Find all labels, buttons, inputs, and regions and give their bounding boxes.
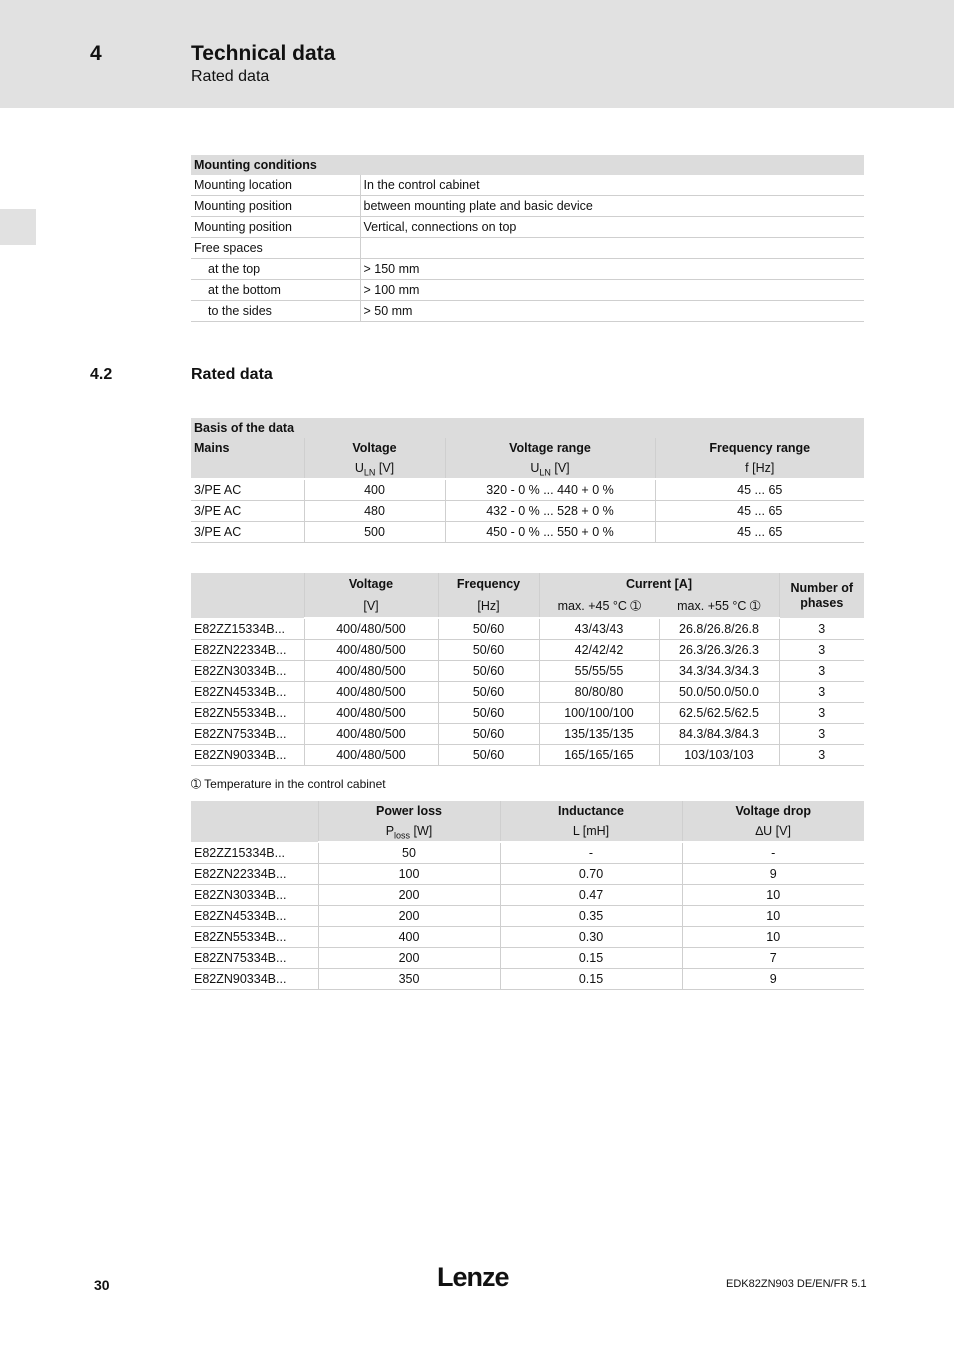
table-row xyxy=(191,238,864,259)
row-label: Mounting position xyxy=(191,217,360,238)
table-row xyxy=(191,682,864,703)
cell-power: 200 xyxy=(318,948,500,969)
cell-inductance: 0.70 xyxy=(500,864,682,885)
table-header-row xyxy=(191,438,864,458)
cell-phases: 3 xyxy=(779,661,864,682)
cell-range: 450 - 0 % ... 550 + 0 % xyxy=(445,522,655,543)
cell-drop: 10 xyxy=(682,927,864,948)
cell-type: E82ZN55334B... xyxy=(191,703,304,724)
basis-of-data-table xyxy=(191,418,864,543)
table-row xyxy=(191,661,864,682)
cell-freq: 45 ... 65 xyxy=(655,522,864,543)
cell-power: 200 xyxy=(318,885,500,906)
cell-inductance: 0.15 xyxy=(500,948,682,969)
cell-drop: 9 xyxy=(682,969,864,990)
page-number: 30 xyxy=(94,1277,110,1293)
cell-drop: 10 xyxy=(682,906,864,927)
cell-drop: - xyxy=(682,842,864,864)
header-voltage: Voltage xyxy=(304,438,445,458)
row-value: Vertical, connections on top xyxy=(360,217,864,238)
cell-power: 100 xyxy=(318,864,500,885)
cell-cur55: 26.3/26.3/26.3 xyxy=(659,640,779,661)
cell-power: 200 xyxy=(318,906,500,927)
row-label: Mounting position xyxy=(191,196,360,217)
table-row xyxy=(191,969,864,990)
table-row xyxy=(191,885,864,906)
cell-type: E82ZN30334B... xyxy=(191,661,304,682)
cell-voltage: 400/480/500 xyxy=(304,724,438,745)
table-row xyxy=(191,724,864,745)
cell-voltage: 400/480/500 xyxy=(304,640,438,661)
unit-voltage-drop: ∆U [V] xyxy=(682,821,864,842)
unit-voltage: $U_{LN}$ [V] xyxy=(304,458,445,479)
unit-inductance: L [mH] xyxy=(500,821,682,842)
basis-title: Basis of the data xyxy=(191,418,864,438)
header-empty xyxy=(191,801,318,842)
cell-voltage: 400/480/500 xyxy=(304,703,438,724)
mounting-conditions-table xyxy=(191,155,864,322)
cell-type: E82ZN75334B... xyxy=(191,948,318,969)
table-row xyxy=(191,703,864,724)
cell-mains: 3/PE AC xyxy=(191,479,304,501)
unit-voltage: [V] xyxy=(304,595,438,618)
row-value: between mounting plate and basic device xyxy=(360,196,864,217)
cell-freq: 45 ... 65 xyxy=(655,501,864,522)
cell-phases: 3 xyxy=(779,640,864,661)
row-value xyxy=(360,238,864,259)
table-row xyxy=(191,280,864,301)
cell-phases: 3 xyxy=(779,682,864,703)
cell-cur45: 42/42/42 xyxy=(539,640,659,661)
table-row xyxy=(191,618,864,640)
cell-range: 432 - 0 % ... 528 + 0 % xyxy=(445,501,655,522)
lenze-logo: Lenze xyxy=(437,1262,509,1292)
cell-cur45: 55/55/55 xyxy=(539,661,659,682)
cell-phases: 3 xyxy=(779,745,864,766)
cell-inductance: - xyxy=(500,842,682,864)
mounting-title: Mounting conditions xyxy=(191,155,864,175)
cell-voltage: 400/480/500 xyxy=(304,618,438,640)
table-row xyxy=(191,479,864,501)
cell-power: 50 xyxy=(318,842,500,864)
table-row xyxy=(191,501,864,522)
cell-type: E82ZN30334B... xyxy=(191,885,318,906)
table-unit-row xyxy=(191,458,864,479)
cell-cur45: 80/80/80 xyxy=(539,682,659,703)
cell-cur45: 165/165/165 xyxy=(539,745,659,766)
cell-voltage: 400 xyxy=(304,479,445,501)
chapter-number: 4 xyxy=(90,42,102,65)
unit-voltage-range: $U_{LN}$ [V] xyxy=(445,458,655,479)
header-inductance: Inductance xyxy=(500,801,682,821)
power-loss-table xyxy=(191,801,864,990)
table-row xyxy=(191,906,864,927)
cell-freq: 50/60 xyxy=(438,661,539,682)
table-row xyxy=(191,259,864,280)
cell-drop: 9 xyxy=(682,864,864,885)
cell-type: E82ZN45334B... xyxy=(191,906,318,927)
cell-cur45: 43/43/43 xyxy=(539,618,659,640)
cell-type: E82ZN55334B... xyxy=(191,927,318,948)
cell-cur45: 100/100/100 xyxy=(539,703,659,724)
row-label: to the sides xyxy=(191,301,360,322)
table-row xyxy=(191,842,864,864)
cell-type: E82ZN75334B... xyxy=(191,724,304,745)
table-header-row xyxy=(191,155,864,175)
cell-phases: 3 xyxy=(779,703,864,724)
cell-cur55: 50.0/50.0/50.0 xyxy=(659,682,779,703)
cell-drop: 10 xyxy=(682,885,864,906)
table-title-row xyxy=(191,418,864,438)
table-row xyxy=(191,217,864,238)
cell-cur55: 62.5/62.5/62.5 xyxy=(659,703,779,724)
cell-cur55: 103/103/103 xyxy=(659,745,779,766)
cell-type: E82ZZ15334B... xyxy=(191,842,318,864)
cell-type: E82ZZ15334B... xyxy=(191,618,304,640)
header-mains: Mains xyxy=(191,438,304,458)
cell-freq: 50/60 xyxy=(438,618,539,640)
cell-cur55: 34.3/34.3/34.3 xyxy=(659,661,779,682)
section-title: Rated data xyxy=(191,366,273,383)
cell-freq: 50/60 xyxy=(438,745,539,766)
header-power-loss: Power loss xyxy=(318,801,500,821)
row-value: > 50 mm xyxy=(360,301,864,322)
row-label: Free spaces xyxy=(191,238,360,259)
row-label: Mounting location xyxy=(191,175,360,196)
header-current: Current [A] xyxy=(539,573,779,595)
cell-freq: 50/60 xyxy=(438,703,539,724)
table-row xyxy=(191,948,864,969)
cell-type: E82ZN22334B... xyxy=(191,640,304,661)
unit-current-45: max. +45 °C ➀ xyxy=(539,595,659,618)
cell-freq: 45 ... 65 xyxy=(655,479,864,501)
table-row xyxy=(191,864,864,885)
cell-power: 350 xyxy=(318,969,500,990)
header-frequency: Frequency xyxy=(438,573,539,595)
row-value: > 150 mm xyxy=(360,259,864,280)
cell-cur55: 26.8/26.8/26.8 xyxy=(659,618,779,640)
cell-type: E82ZN22334B... xyxy=(191,864,318,885)
cell-type: E82ZN90334B... xyxy=(191,745,304,766)
row-label: at the bottom xyxy=(191,280,360,301)
cell-freq: 50/60 xyxy=(438,724,539,745)
cell-phases: 3 xyxy=(779,724,864,745)
header-voltage-range: Voltage range xyxy=(445,438,655,458)
chapter-header xyxy=(0,0,954,108)
unit-power-loss: $P_{loss}$ [W] xyxy=(318,821,500,842)
cell-mains: 3/PE AC xyxy=(191,501,304,522)
cell-voltage: 480 xyxy=(304,501,445,522)
table-row xyxy=(191,927,864,948)
side-tab-marker xyxy=(0,209,36,245)
cell-inductance: 0.47 xyxy=(500,885,682,906)
cell-drop: 7 xyxy=(682,948,864,969)
header-voltage: Voltage xyxy=(304,573,438,595)
footnote: ➀ Temperature in the control cabinet xyxy=(191,777,386,791)
unit-frequency: f [Hz] xyxy=(655,458,864,479)
unit-frequency: [Hz] xyxy=(438,595,539,618)
table-row xyxy=(191,640,864,661)
ratings-table xyxy=(191,573,864,766)
table-row xyxy=(191,175,864,196)
cell-power: 400 xyxy=(318,927,500,948)
cell-phases: 3 xyxy=(779,618,864,640)
row-value: > 100 mm xyxy=(360,280,864,301)
cell-voltage: 500 xyxy=(304,522,445,543)
cell-voltage: 400/480/500 xyxy=(304,745,438,766)
cell-type: E82ZN90334B... xyxy=(191,969,318,990)
header-frequency-range: Frequency range xyxy=(655,438,864,458)
cell-voltage: 400/480/500 xyxy=(304,661,438,682)
chapter-subtitle: Rated data xyxy=(191,68,270,85)
cell-voltage: 400/480/500 xyxy=(304,682,438,703)
cell-type: E82ZN45334B... xyxy=(191,682,304,703)
unit-empty xyxy=(191,458,304,479)
cell-freq: 50/60 xyxy=(438,640,539,661)
cell-range: 320 - 0 % ... 440 + 0 % xyxy=(445,479,655,501)
document-reference: EDK82ZN903 DE/EN/FR 5.1 xyxy=(726,1278,867,1290)
header-voltage-drop: Voltage drop xyxy=(682,801,864,821)
cell-inductance: 0.30 xyxy=(500,927,682,948)
chapter-title: Technical data xyxy=(191,42,336,65)
table-row xyxy=(191,196,864,217)
row-value: In the control cabinet xyxy=(360,175,864,196)
table-row xyxy=(191,745,864,766)
cell-cur55: 84.3/84.3/84.3 xyxy=(659,724,779,745)
cell-inductance: 0.15 xyxy=(500,969,682,990)
table-row xyxy=(191,522,864,543)
header-phases: Number of phases xyxy=(779,573,864,618)
section-number: 4.2 xyxy=(90,366,113,383)
header-empty xyxy=(191,573,304,618)
table-row xyxy=(191,301,864,322)
unit-current-55: max. +55 °C ➀ xyxy=(659,595,779,618)
cell-cur45: 135/135/135 xyxy=(539,724,659,745)
cell-freq: 50/60 xyxy=(438,682,539,703)
table-header-row xyxy=(191,801,864,821)
row-label: at the top xyxy=(191,259,360,280)
cell-mains: 3/PE AC xyxy=(191,522,304,543)
table-header-row xyxy=(191,573,864,595)
cell-inductance: 0.35 xyxy=(500,906,682,927)
